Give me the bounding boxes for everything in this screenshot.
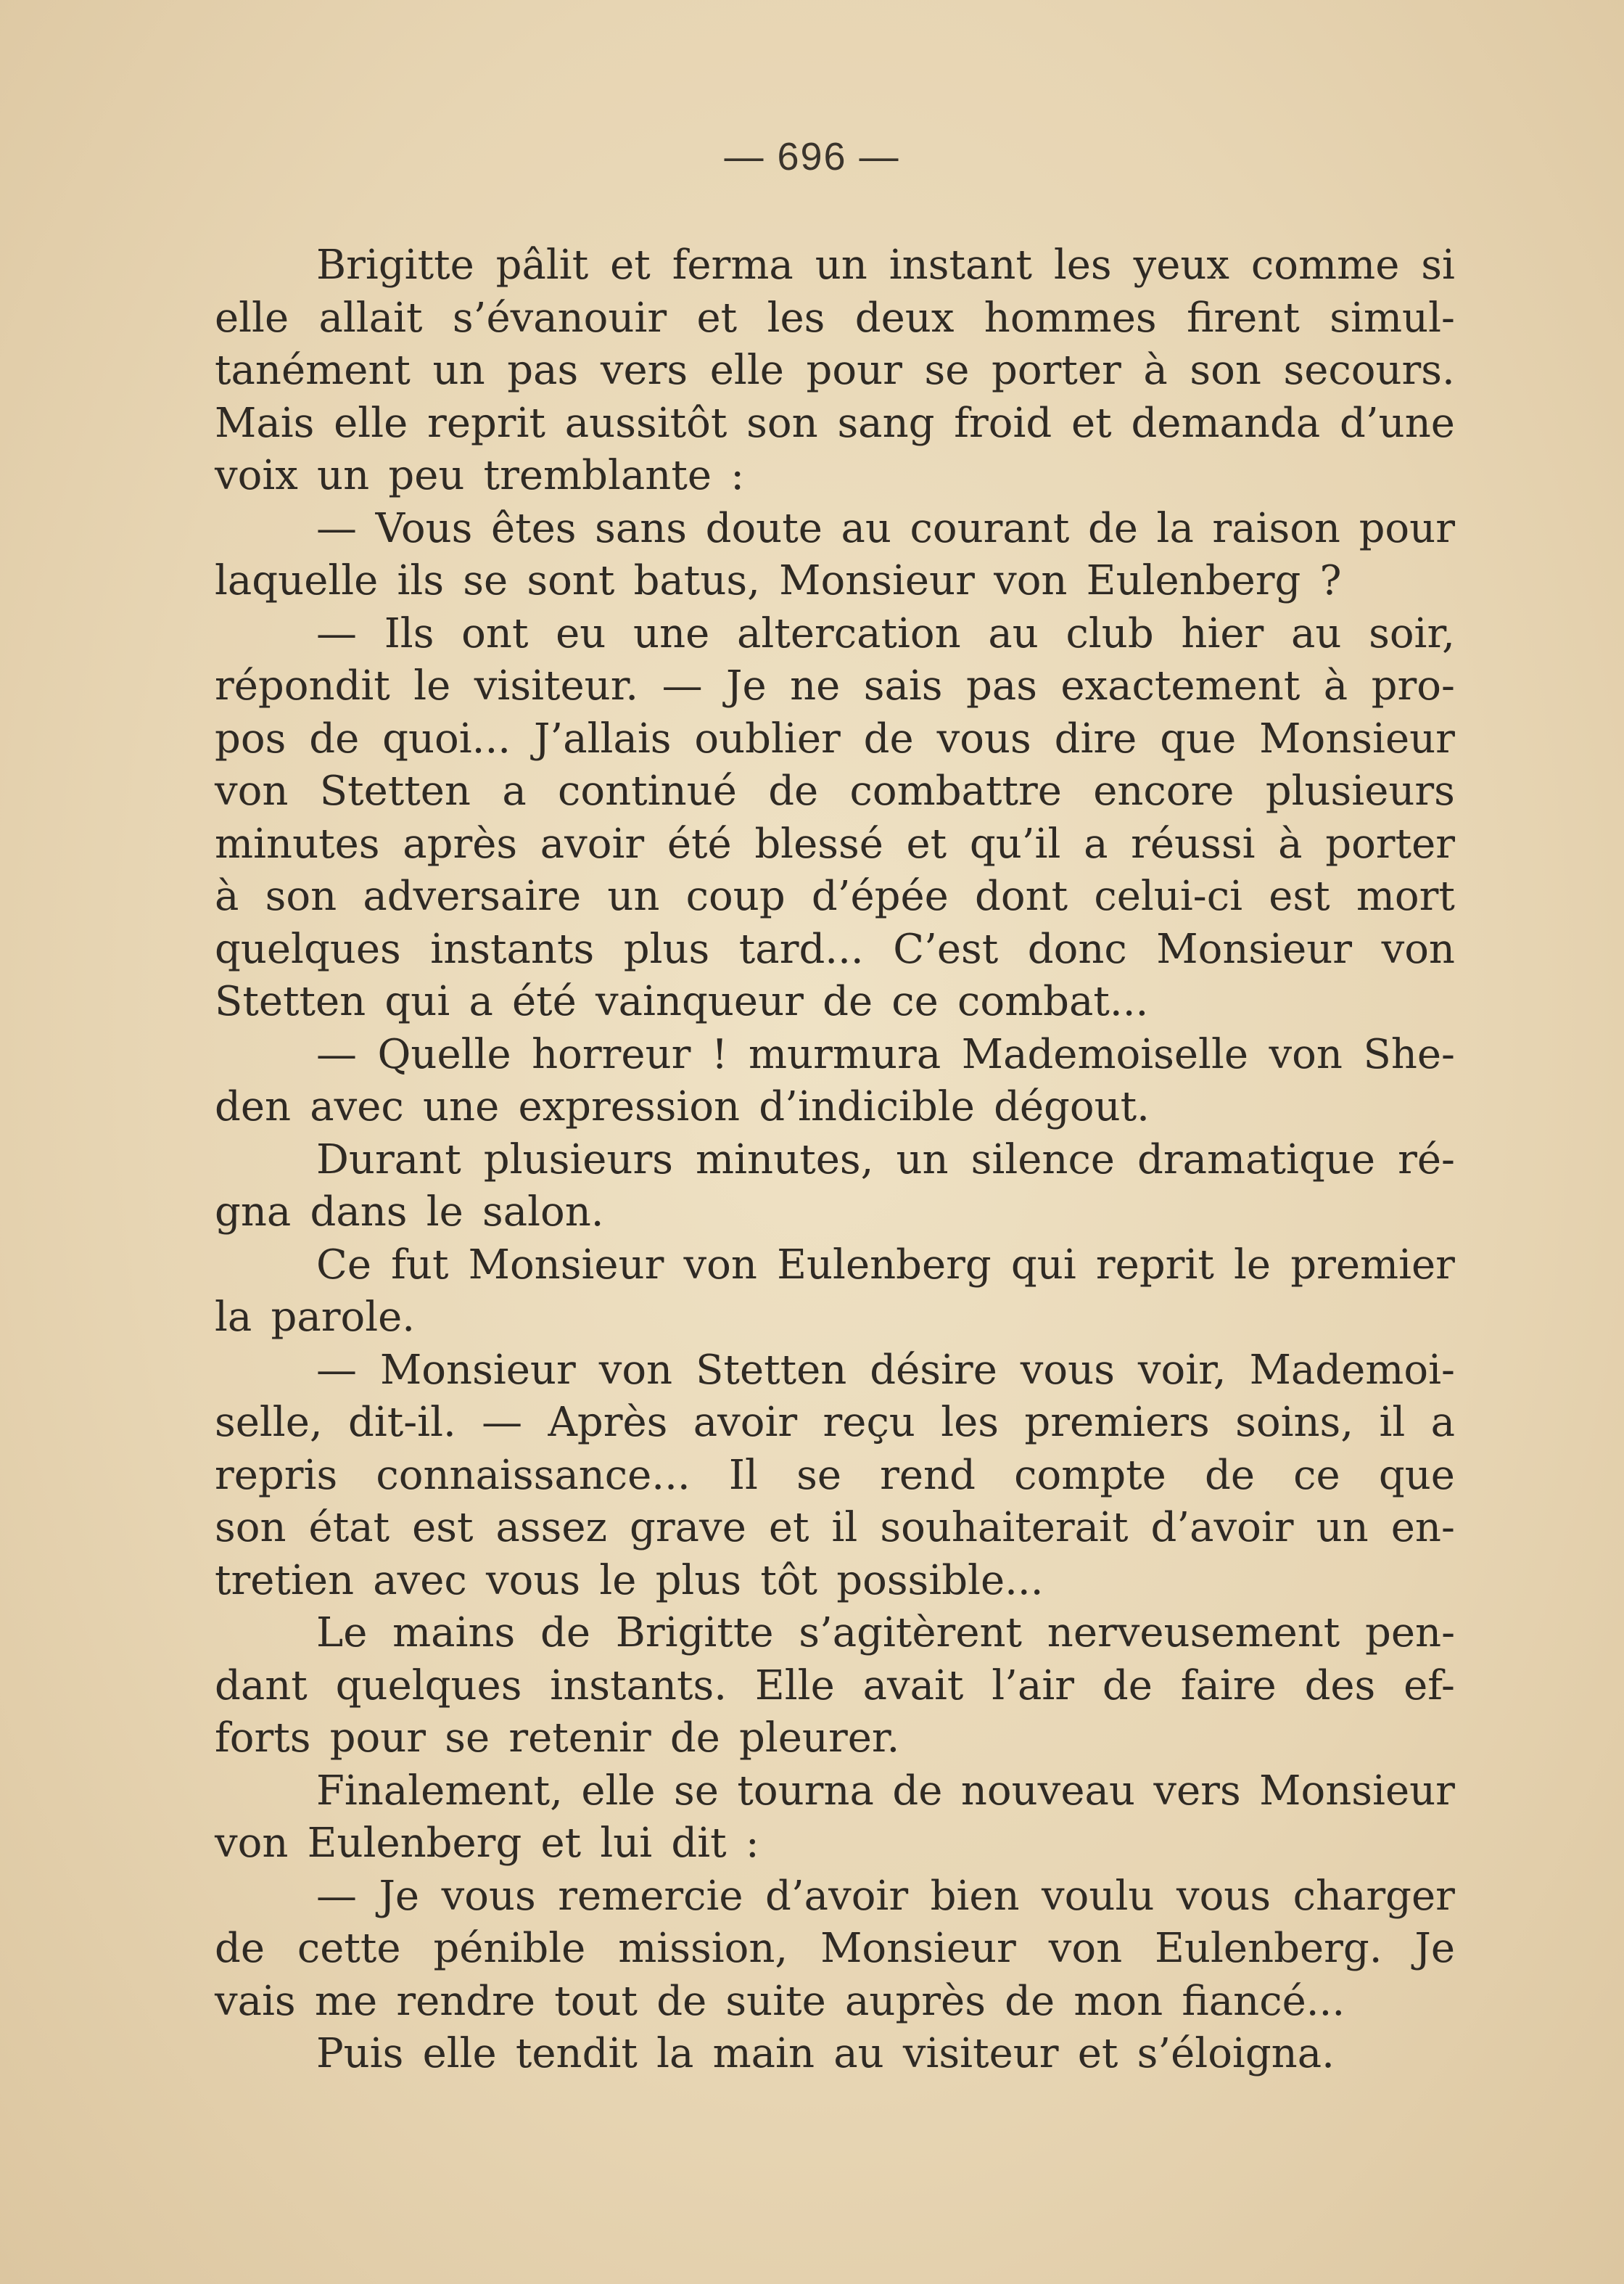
text-line: selle, dit-il. — Après avoir reçu les premiers soins, il a bbox=[215, 1399, 1455, 1446]
text-line: — Ils ont eu une altercation au club hier au soir, bbox=[316, 609, 1455, 657]
text-line: Ce fut Monsieur von Eulenberg qui reprit le premier bbox=[316, 1241, 1455, 1289]
text-line: Finalement, elle se tourna de nouveau vers Monsieur bbox=[316, 1767, 1455, 1815]
text-line: — Quelle horreur ! murmura Mademoiselle von She- bbox=[316, 1030, 1455, 1078]
text-line: Le mains de Brigitte s’agitèrent nerveusement pen- bbox=[316, 1609, 1455, 1656]
text-line: la parole. bbox=[215, 1294, 416, 1341]
text-line: gna dans le salon. bbox=[215, 1188, 604, 1236]
text-line: à son adversaire un coup d’épée dont celui-ci est mort bbox=[215, 873, 1455, 920]
text-line: repris connaissance... Il se rend compte de ce que bbox=[215, 1451, 1455, 1499]
text-line: — Je vous remercie d’avoir bien voulu vous charger bbox=[316, 1872, 1455, 1920]
text-line: den avec une expression d’indicible dégout. bbox=[215, 1083, 1150, 1130]
page-number: — 696 — bbox=[724, 135, 900, 178]
text-line: son état est assez grave et il souhaiterait d’avoir un en- bbox=[215, 1504, 1455, 1551]
text-line: von Stetten a continué de combattre encore plusieurs bbox=[215, 768, 1455, 815]
text-line: von Eulenberg et lui dit : bbox=[215, 1820, 759, 1867]
text-line: Puis elle tendit la main au visiteur et s’éloigna. bbox=[316, 2030, 1335, 2077]
text-line: Mais elle reprit aussitôt son sang froid et demanda d’une bbox=[215, 399, 1455, 447]
text-line: elle allait s’évanouir et les deux hommes firent simul- bbox=[215, 294, 1455, 342]
text-line: laquelle ils se sont batus, Monsieur von Eulenberg ? bbox=[215, 557, 1342, 604]
text-line: — Vous êtes sans doute au courant de la raison pour bbox=[316, 504, 1455, 552]
text-line: quelques instants plus tard... C’est donc Monsieur von bbox=[215, 925, 1455, 973]
text-line: — Monsieur von Stetten désire vous voir, Mademoi- bbox=[316, 1346, 1455, 1394]
text-line: tanément un pas vers elle pour se porter à son secours. bbox=[215, 347, 1455, 394]
text-line: Stetten qui a été vainqueur de ce combat... bbox=[215, 978, 1149, 1025]
text-line: répondit le visiteur. — Je ne sais pas exactement à pro- bbox=[215, 662, 1455, 710]
text-line: Durant plusieurs minutes, un silence dramatique ré- bbox=[316, 1135, 1455, 1183]
text-line: pos de quoi... J’allais oublier de vous dire que Monsieur bbox=[215, 715, 1455, 763]
text-line: vais me rendre tout de suite auprès de mon fiancé... bbox=[215, 1977, 1345, 2025]
text-line: voix un peu tremblante : bbox=[215, 452, 745, 499]
text-line: dant quelques instants. Elle avait l’air de faire des ef- bbox=[215, 1661, 1455, 1709]
text-line: tretien avec vous le plus tôt possible... bbox=[215, 1556, 1044, 1604]
body-text bbox=[215, 239, 1455, 2081]
text-line: Brigitte pâlit et ferma un instant les yeux comme si bbox=[316, 242, 1455, 289]
text-line: de cette pénible mission, Monsieur von Eulenberg. Je bbox=[215, 1925, 1455, 1972]
text-line: minutes après avoir été blessé et qu’il a réussi à porter bbox=[215, 820, 1455, 868]
text-line: forts pour se retenir de pleurer. bbox=[215, 1714, 900, 1762]
